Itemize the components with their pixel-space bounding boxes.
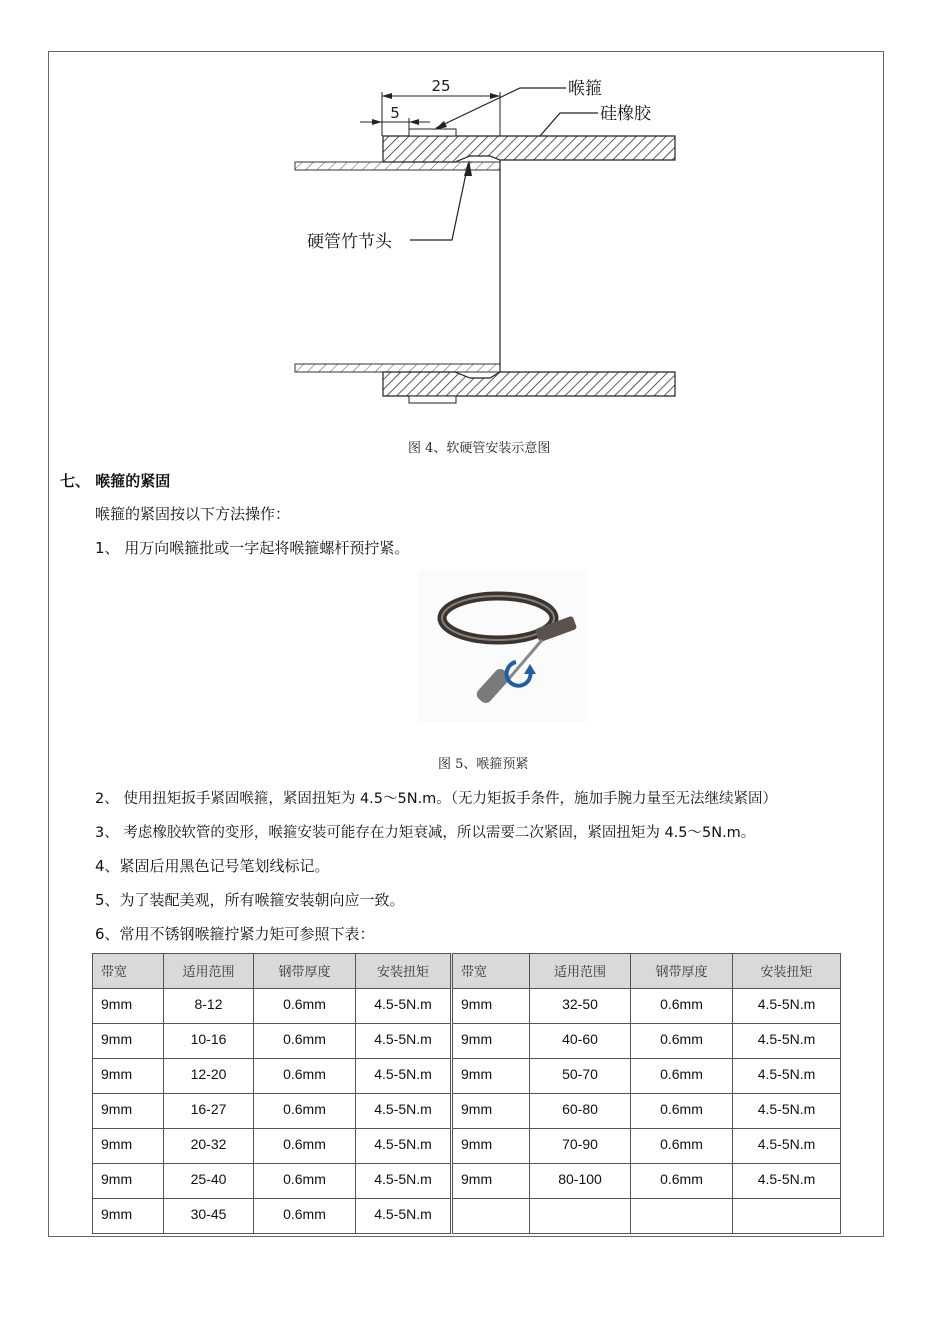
table-cell — [733, 1199, 841, 1234]
table-cell: 32-50 — [530, 989, 631, 1024]
table-cell — [530, 1199, 631, 1234]
table-row — [93, 989, 841, 1024]
table-header-cell: 安装扭矩 — [733, 954, 841, 989]
table-cell: 4.5-5N.m — [356, 989, 452, 1024]
table-cell: 16-27 — [164, 1094, 254, 1129]
step-3: 3、 考虑橡胶软管的变形，喉箍安装可能存在力矩衰减，所以需要二次紧固，紧固扭矩为 4.5～5N.m。 — [95, 825, 756, 841]
table-row — [93, 1164, 841, 1199]
dimension-5: 5 — [390, 104, 400, 122]
table-cell: 0.6mm — [254, 1059, 356, 1094]
table-cell: 0.6mm — [254, 1199, 356, 1234]
label-joint: 硬管竹节头 — [307, 232, 392, 252]
clamp-bottom — [409, 396, 456, 403]
table-cell: 9mm — [452, 1024, 530, 1059]
table-cell: 8-12 — [164, 989, 254, 1024]
step-5: 5、为了装配美观，所有喉箍安装朝向应一致。 — [95, 891, 405, 909]
table-cell: 9mm — [93, 989, 164, 1024]
table-cell: 0.6mm — [631, 989, 733, 1024]
table-cell: 0.6mm — [631, 1059, 733, 1094]
table-row — [93, 1024, 841, 1059]
table-header-cell: 安装扭矩 — [356, 954, 452, 989]
hose-installation-diagram — [0, 0, 950, 440]
table-cell: 20-32 — [164, 1129, 254, 1164]
table-cell: 0.6mm — [254, 1164, 356, 1199]
table-cell: 0.6mm — [254, 1024, 356, 1059]
table-cell: 9mm — [93, 1129, 164, 1164]
table-cell: 4.5-5N.m — [356, 1199, 452, 1234]
table-header-cell: 带宽 — [452, 954, 530, 989]
table-cell: 4.5-5N.m — [733, 1164, 841, 1199]
torque-table — [92, 953, 841, 1234]
table-header-cell: 适用范围 — [164, 954, 254, 989]
table-cell: 9mm — [93, 1164, 164, 1199]
figure5-caption: 图 5、喉箍预紧 — [438, 757, 529, 772]
table-cell: 9mm — [93, 1024, 164, 1059]
dimension-25: 25 — [431, 77, 451, 95]
step-6: 6、常用不锈钢喉箍拧紧力矩可参照下表： — [95, 925, 375, 943]
table-cell: 9mm — [93, 1059, 164, 1094]
step-1: 1、 用万向喉箍批或一字起将喉箍螺杆预拧紧。 — [95, 539, 410, 557]
silicone-hose-top — [383, 136, 675, 162]
table-cell: 0.6mm — [254, 1094, 356, 1129]
table-cell: 9mm — [452, 1094, 530, 1129]
hose-clamp-image — [418, 570, 588, 722]
table-cell: 70-90 — [530, 1129, 631, 1164]
table-cell: 0.6mm — [631, 1094, 733, 1129]
label-clamp: 喉箍 — [568, 79, 602, 99]
table-cell: 4.5-5N.m — [733, 1024, 841, 1059]
table-cell: 60-80 — [530, 1094, 631, 1129]
table-cell: 9mm — [93, 1094, 164, 1129]
table-cell: 9mm — [452, 1164, 530, 1199]
table-cell: 4.5-5N.m — [733, 1094, 841, 1129]
table-header-cell: 适用范围 — [530, 954, 631, 989]
table-header-row — [93, 954, 841, 989]
table-header-cell: 钢带厚度 — [254, 954, 356, 989]
table-row — [93, 1129, 841, 1164]
table-cell: 4.5-5N.m — [356, 1164, 452, 1199]
table-cell: 9mm — [452, 1059, 530, 1094]
table-cell: 4.5-5N.m — [356, 1094, 452, 1129]
clamp-top — [409, 129, 456, 136]
table-cell: 0.6mm — [631, 1024, 733, 1059]
table-header-cell: 钢带厚度 — [631, 954, 733, 989]
table-row — [93, 1059, 841, 1094]
section-intro: 喉箍的紧固按以下方法操作： — [95, 505, 291, 523]
table-cell: 4.5-5N.m — [733, 989, 841, 1024]
table-cell: 9mm — [93, 1199, 164, 1234]
section-heading: 七、 喉箍的紧固 — [60, 472, 171, 490]
table-cell: 40-60 — [530, 1024, 631, 1059]
table-cell — [452, 1199, 530, 1234]
table-cell: 25-40 — [164, 1164, 254, 1199]
table-cell: 9mm — [452, 1129, 530, 1164]
table-cell — [631, 1199, 733, 1234]
table-cell: 4.5-5N.m — [356, 1059, 452, 1094]
table-cell: 30-45 — [164, 1199, 254, 1234]
step-4: 4、紧固后用黑色记号笔划线标记。 — [95, 857, 330, 875]
silicone-hose-bottom — [383, 372, 675, 396]
table-cell: 0.6mm — [631, 1164, 733, 1199]
label-silicone: 硅橡胶 — [600, 104, 651, 124]
table-cell: 0.6mm — [631, 1129, 733, 1164]
table-cell: 0.6mm — [254, 989, 356, 1024]
table-cell: 4.5-5N.m — [733, 1129, 841, 1164]
table-cell: 4.5-5N.m — [356, 1024, 452, 1059]
table-row — [93, 1199, 841, 1234]
table-row — [93, 1094, 841, 1129]
rigid-pipe-bottom — [295, 364, 500, 372]
table-cell: 9mm — [452, 989, 530, 1024]
table-cell: 12-20 — [164, 1059, 254, 1094]
figure4-caption: 图 4、软硬管安装示意图 — [408, 441, 551, 456]
table-cell: 80-100 — [530, 1164, 631, 1199]
table-cell: 0.6mm — [254, 1129, 356, 1164]
table-cell: 50-70 — [530, 1059, 631, 1094]
step-2: 2、 使用扭矩扳手紧固喉箍，紧固扭矩为 4.5～5N.m。（无力矩扳手条件，施加手腕力量至无法继续紧固） — [95, 791, 778, 807]
table-cell: 4.5-5N.m — [356, 1129, 452, 1164]
table-header-cell: 带宽 — [93, 954, 164, 989]
table-cell: 4.5-5N.m — [733, 1059, 841, 1094]
table-cell: 10-16 — [164, 1024, 254, 1059]
